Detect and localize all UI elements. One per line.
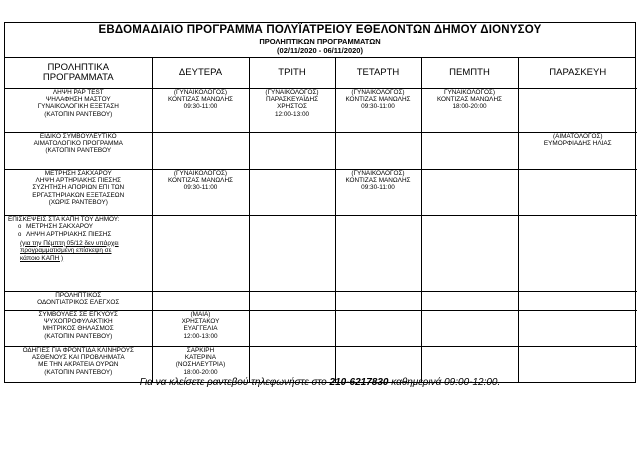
- program-cell: ΕΙΔΙΚΟ ΣΥΜΒΟΥΛΕΥΤΙΚΟ ΑΙΜΑΤΟΛΟΓΙΚΟ ΠΡΟΓΡΑΜΜΑ (ΚΑΤΟΠΙΝ ΡΑΝΤΕΒΟΥ: [5, 132, 152, 169]
- table-row: [5, 310, 637, 346]
- table-row: [5, 215, 637, 291]
- schedule-subtitle: ΠΡΟΛΗΠΤΙΚΩΝ ΠΡΟΓΡΑΜΜΑΤΩΝ: [259, 37, 381, 46]
- column-header-thursday: ΠΕΜΠΤΗ: [421, 58, 518, 88]
- schedule-cell: (ΜΑΙΑ) ΧΡΗΣΤΑΚΟΥ ΕΥΑΓΓΕΛΙΑ 12:00-13:00: [152, 310, 249, 346]
- schedule-table: [5, 58, 637, 382]
- schedule-dates: (02/11/2020 - 06/11/2020): [277, 46, 363, 55]
- schedule-cell: (ΓΥΝΑΙΚΟΛΟΓΟΣ) ΠΑΡΑΣΚΕΥΑΪΔΗΣ ΧΡΗΣΤΟΣ 12:00-13:00: [249, 88, 335, 132]
- footer-phone: 210-6217830: [329, 377, 389, 388]
- program-cell: ΜΕΤΡΗΣΗ ΣΑΚΧΑΡΟΥ ΛΗΨΗ ΑΡΤΗΡΙΑΚΗΣ ΠΙΕΣΗΣ ΣΥΖΗΤΗΣΗ ΑΠΟΡΙΩΝ ΕΠΙ ΤΩΝ ΕΡΓΑΣΤΗΡΙΑΚΩΝ ΕΞΕΤΑΣΕΩΝ (ΧΩΡΙΣ ΡΑΝΤΕΒΟΥ): [5, 169, 152, 215]
- program-cell: ΠΡΟΛΗΠΤΙΚΟΣ ΟΔΟΝΤΙΑΤΡΙΚΟΣ ΕΛΕΓΧΟΣ: [5, 291, 152, 310]
- visits-heading: ΕΠΙΣΚΕΨΕΙΣ ΣΤΑ ΚΑΠΗ ΤΟΥ ΔΗΜΟΥ:: [8, 215, 120, 223]
- booking-footer: [0, 377, 640, 388]
- table-row: [5, 291, 637, 310]
- schedule-cell: [249, 310, 335, 346]
- schedule-title: ΕΒΔΟΜΑΔΙΑΙΟ ΠΡΟΓΡΑΜΜΑ ΠΟΛΥΪΑΤΡΕΙΟΥ ΕΘΕΛΟΝΤΩΝ ΔΗΜΟΥ ΔΙΟΝΥΣΟΥ: [98, 24, 542, 36]
- column-header-friday: ΠΑΡΑΣΚΕΥΗ: [518, 58, 637, 88]
- schedule-cell: [152, 291, 249, 310]
- schedule-cell: (ΓΥΝΑΙΚΟΛΟΓΟΣ) ΚΟΝΤΙΖΑΣ ΜΑΝΩΛΗΣ 09:30-11:00: [335, 88, 421, 132]
- schedule-sheet: [4, 22, 636, 383]
- program-cell: ΛΗΨΗ PAP TEST ΨΗΛΑΦΗΣΗ ΜΑΣΤΟΥ ΓΥΝΑΙΚΟΛΟΓΙΚΗ ΕΞΕΤΑΣΗ (ΚΑΤΟΠΙΝ ΡΑΝΤΕΒΟΥ): [5, 88, 152, 132]
- visits-note: (για την Πέμπτη 05/12 δεν υπάρχει προγραμματισμένη επίσκεψη σε κάποιο ΚΑΠΗ ): [20, 239, 119, 262]
- footer-prefix: Για να κλείσετε ραντεβού τηλεφωνήστε στο: [139, 377, 327, 388]
- schedule-cell: [249, 169, 335, 215]
- schedule-cell: (ΓΥΝΑΙΚΟΛΟΓΟΣ) ΚΟΝΤΙΖΑΣ ΜΑΝΩΛΗΣ 09:30-11:00: [152, 88, 249, 132]
- schedule-cell: [518, 88, 637, 132]
- schedule-cell: ΓΥΝΑΙΚΟΛΟΓΟΣ) ΚΟΝΤΙΖΑΣ ΜΑΝΩΛΗΣ 18:00-20:00: [421, 88, 518, 132]
- footer-suffix: καθημερινά 09:00-12:00.: [391, 377, 501, 388]
- program-cell: ΟΔΗΓΙΕΣ ΓΙΑ ΦΡΟΝΤΙΔΑ ΚΛΙΝΗΡΟΥΣ ΑΣΘΕΝΟΥΣ ΚΑΙ ΠΡΟΒΛΗΜΑΤΑ ΜΕ ΤΗΝ ΑΚΡΑΤΕΙΑ ΟΥΡΩΝ (ΚΑΤΟΠΙΝ ΡΑΝΤΕΒΟΥ): [5, 346, 152, 382]
- schedule-cell: [335, 310, 421, 346]
- schedule-cell: [249, 132, 335, 169]
- schedule-cell: [518, 310, 637, 346]
- schedule-cell: [518, 291, 637, 310]
- schedule-cell: [152, 215, 249, 291]
- visits-item: o ΜΕΤΡΗΣΗ ΣΑΚΧΑΡΟΥ: [18, 223, 152, 231]
- visits-cell: [5, 215, 152, 291]
- schedule-cell: ΣΑΡΚΙΡΗ ΚΑΤΕΡΙΝΑ (ΝΟΣΗΛΕΥΤΡΙΑ) 18:00-20:00: [152, 346, 249, 382]
- schedule-cell: [335, 291, 421, 310]
- schedule-cell: [421, 291, 518, 310]
- schedule-cell: [421, 310, 518, 346]
- program-cell: ΣΥΜΒΟΥΛΕΣ ΣΕ ΕΓΚΥΟΥΣ ΨΥΧΟΠΡΟΦΥΛΑΚΤΙΚΗ ΜΗΤΡΙΚΟΣ ΘΗΛΑΣΜΟΣ (ΚΑΤΟΠΙΝ ΡΑΝΤΕΒΟΥ): [5, 310, 152, 346]
- visits-list: [8, 223, 152, 240]
- schedule-header: [5, 23, 635, 58]
- schedule-cell: [249, 291, 335, 310]
- schedule-cell: [152, 132, 249, 169]
- column-header-tuesday: ΤΡΙΤΗ: [249, 58, 335, 88]
- table-row: [5, 132, 637, 169]
- column-header-programs: ΠΡΟΛΗΠΤΙΚΑ ΠΡΟΓΡΑΜΜΑΤΑ: [5, 58, 152, 88]
- table-row: [5, 88, 637, 132]
- schedule-cell: [421, 215, 518, 291]
- schedule-cell: [249, 215, 335, 291]
- schedule-cell: [421, 132, 518, 169]
- schedule-cell: [421, 169, 518, 215]
- schedule-cell: (ΓΥΝΑΙΚΟΛΟΓΟΣ) ΚΟΝΤΙΖΑΣ ΜΑΝΩΛΗΣ 09:30-11:00: [335, 169, 421, 215]
- table-header-row: [5, 58, 637, 88]
- schedule-cell: [518, 215, 637, 291]
- schedule-cell: [335, 215, 421, 291]
- schedule-cell: [518, 169, 637, 215]
- schedule-cell: (ΓΥΝΑΙΚΟΛΟΓΟΣ) ΚΟΝΤΙΖΑΣ ΜΑΝΩΛΗΣ 09:30-11:00: [152, 169, 249, 215]
- schedule-cell: [335, 132, 421, 169]
- column-header-wednesday: ΤΕΤΑΡΤΗ: [335, 58, 421, 88]
- column-header-monday: ΔΕΥΤΕΡΑ: [152, 58, 249, 88]
- schedule-cell: (ΑΙΜΑΤΟΛΟΓΟΣ) ΕΥΜΟΡΦΙΑΔΗΣ ΗΛΙΑΣ: [518, 132, 637, 169]
- visits-item: o ΛΗΨΗ ΑΡΤΗΡΙΑΚΗΣ ΠΙΕΣΗΣ: [18, 231, 152, 239]
- table-row: [5, 169, 637, 215]
